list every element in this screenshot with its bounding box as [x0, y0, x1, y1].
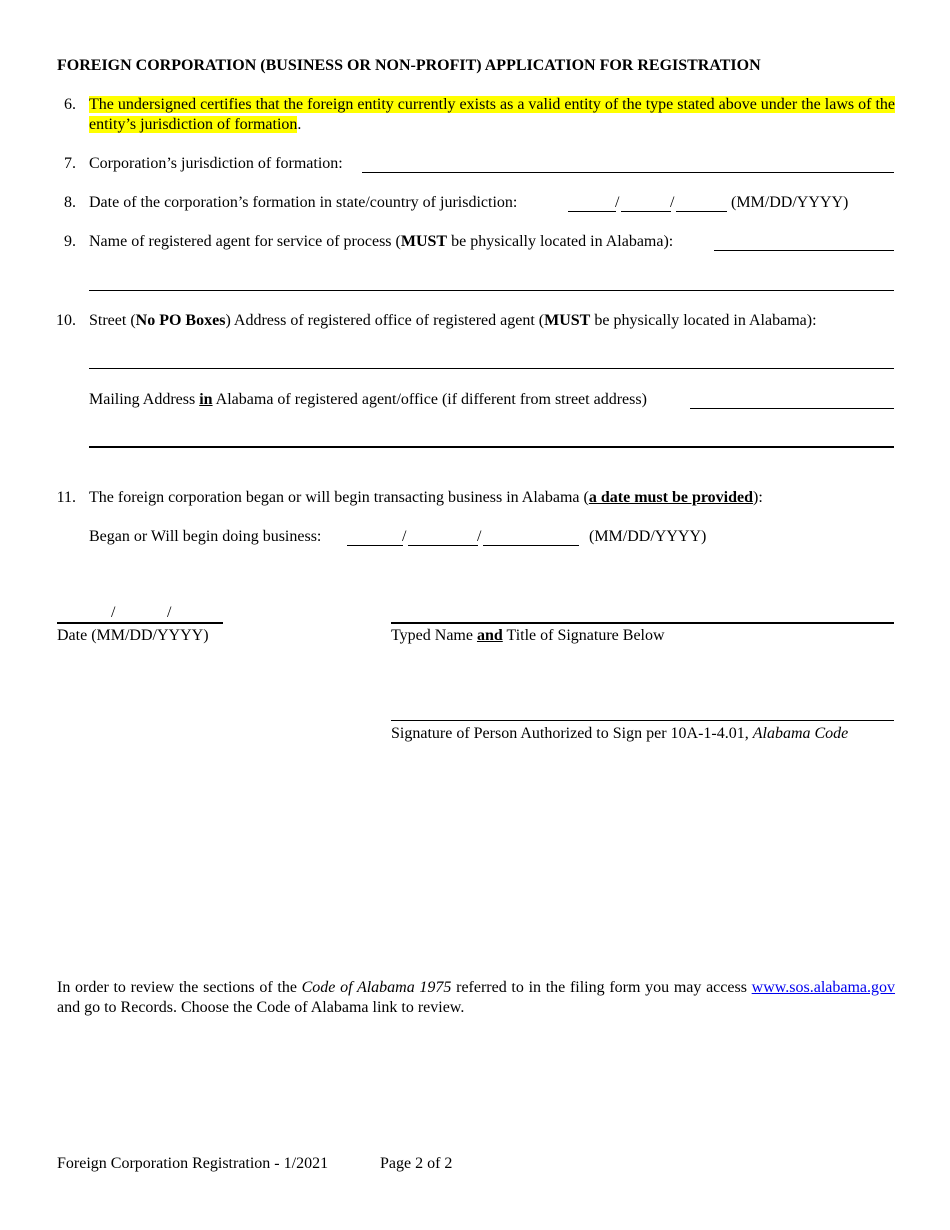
typed-name-title-field[interactable] — [391, 604, 894, 624]
begin-business-label: Began or Will begin doing business: — [89, 528, 322, 545]
item-number: 9. — [64, 233, 76, 250]
registered-agent-field-line-2[interactable] — [89, 270, 894, 291]
jurisdiction-field[interactable] — [362, 152, 894, 173]
formation-date-year-field[interactable] — [676, 191, 727, 212]
item-6-certification: The undersigned certifies that the foreign entity currently exists as a valid entity of the type stated above under the laws of the entity’s jurisdiction of formation. — [89, 96, 895, 133]
mailing-address-field[interactable] — [690, 388, 894, 409]
signature-field[interactable] — [391, 702, 894, 721]
item-11 — [0, 488, 950, 510]
registered-agent-label: Name of registered agent for service of process (MUST be physically located in Alabama): — [89, 233, 674, 250]
formation-date-label: Date of the corporation’s formation in state/country of jurisdiction: — [89, 194, 518, 211]
item-number: 6. — [64, 96, 76, 113]
signing-date-label: Date (MM/DD/YYYY) — [57, 627, 209, 644]
registered-agent-field[interactable] — [714, 230, 894, 251]
form-title: FOREIGN CORPORATION (BUSINESS OR NON-PROFIT) APPLICATION FOR REGISTRATION — [57, 57, 761, 74]
footer-page-number: Page 2 of 2 — [380, 1155, 453, 1172]
begin-date-month-field[interactable] — [347, 525, 403, 546]
item-10 — [0, 311, 950, 333]
footer-form-id: Foreign Corporation Registration - 1/2021 — [57, 1155, 329, 1172]
sos-website-link[interactable]: www.sos.alabama.gov — [751, 979, 896, 996]
typed-name-title-label: Typed Name and Title of Signature Below — [391, 627, 665, 644]
business-start-label: The foreign corporation began or will begin transacting business in Alabama (a date must be provided): — [89, 489, 763, 506]
mailing-address-field-line-2[interactable] — [89, 426, 894, 448]
signing-date-field[interactable] — [57, 604, 223, 624]
item-number: 8. — [64, 194, 76, 211]
signature-label: Signature of Person Authorized to Sign per 10A-1-4.01, Alabama Code — [391, 725, 849, 742]
item-number: 11. — [56, 489, 76, 506]
code-of-alabama-notice: In order to review the sections of the Code of Alabama 1975 referred to in the filing form you may access www.sos.alabama.gov and go to Records. Choose the Code of Alabama link to review. — [57, 979, 896, 1016]
item-number: 10. — [56, 312, 76, 329]
mailing-address-label: Mailing Address in Alabama of registered agent/office (if different from street address) — [89, 391, 647, 408]
formation-date-day-field[interactable] — [621, 191, 671, 212]
street-address-field[interactable] — [89, 348, 894, 369]
street-address-label: Street (No PO Boxes) Address of registered office of registered agent (MUST be physically located in Alabama): — [89, 312, 817, 329]
item-number: 7. — [64, 155, 76, 172]
begin-date-day-field[interactable] — [408, 525, 478, 546]
date-format-hint: (MM/DD/YYYY) — [589, 528, 707, 545]
begin-date-year-field[interactable] — [483, 525, 579, 546]
formation-date-month-field[interactable] — [568, 191, 616, 212]
highlighted-certification-text: The undersigned certifies that the foreign entity currently exists as a valid entity of the type stated above under the laws of the entity’s jurisdiction of formation — [89, 96, 895, 133]
date-format-hint: (MM/DD/YYYY) — [731, 194, 849, 211]
jurisdiction-label: Corporation’s jurisdiction of formation: — [89, 155, 343, 172]
